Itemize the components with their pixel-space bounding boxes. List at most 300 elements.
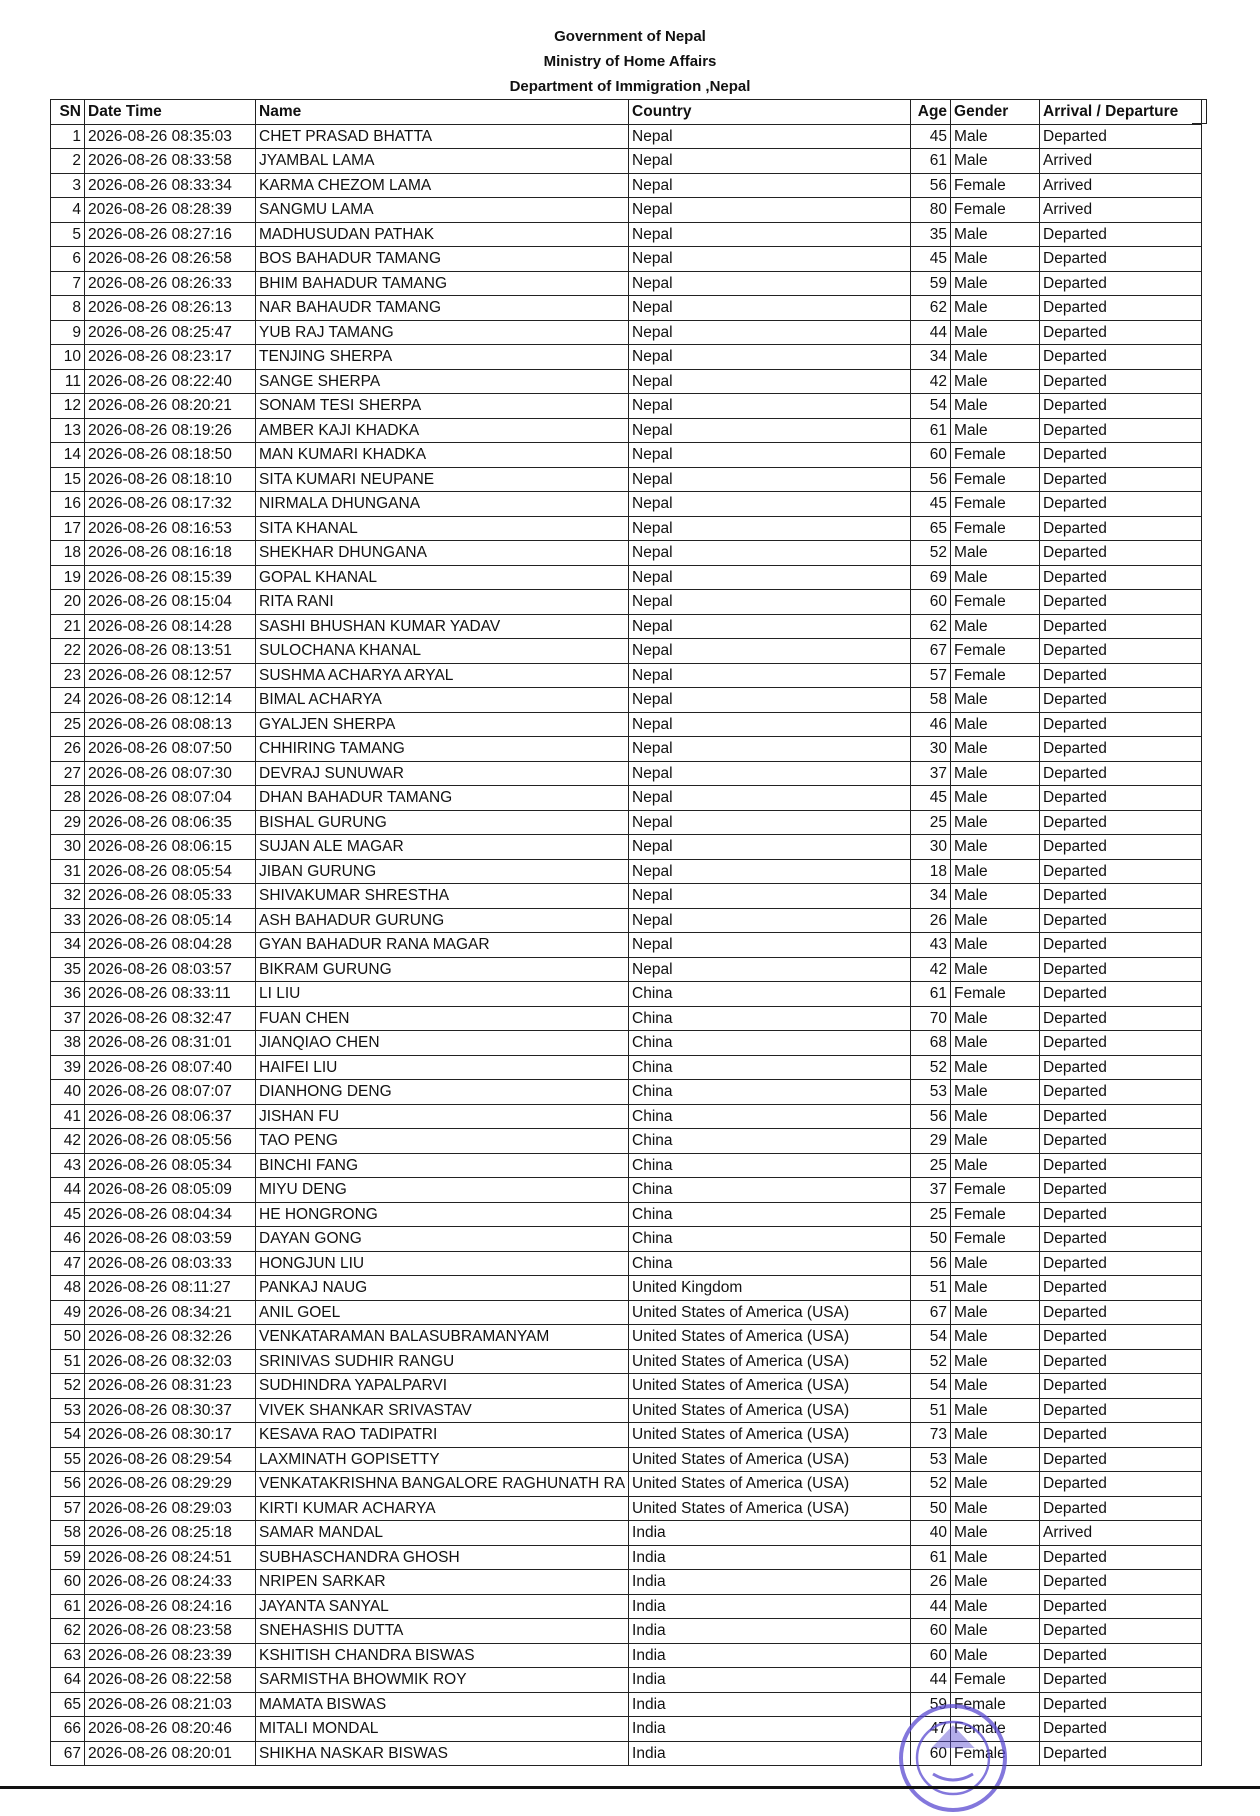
cell-country: United Kingdom	[629, 1276, 911, 1301]
cell-name: SRINIVAS SUDHIR RANGU	[256, 1349, 629, 1374]
cell-sn: 28	[51, 786, 85, 811]
col-sn-header: SN	[51, 100, 85, 125]
cell-sn: 62	[51, 1619, 85, 1644]
cell-datetime: 2026-08-26 08:33:58	[85, 149, 256, 174]
cell-age: 34	[911, 345, 951, 370]
cell-datetime: 2026-08-26 08:03:57	[85, 957, 256, 982]
cell-name: CHHIRING TAMANG	[256, 737, 629, 762]
cell-name: SANGMU LAMA	[256, 198, 629, 223]
cell-name: KESAVA RAO TADIPATRI	[256, 1423, 629, 1448]
table-row	[51, 1423, 1202, 1448]
cell-name: JIBAN GURUNG	[256, 859, 629, 884]
cell-datetime: 2026-08-26 08:16:18	[85, 541, 256, 566]
cell-age: 51	[911, 1276, 951, 1301]
cell-status: Departed	[1040, 810, 1202, 835]
cell-age: 70	[911, 1006, 951, 1031]
table-row	[51, 1055, 1202, 1080]
cell-country: Nepal	[629, 786, 911, 811]
cell-status: Departed	[1040, 1496, 1202, 1521]
cell-gender: Male	[951, 296, 1040, 321]
cell-status: Departed	[1040, 761, 1202, 786]
cell-sn: 34	[51, 933, 85, 958]
cell-sn: 15	[51, 467, 85, 492]
table-row	[51, 1570, 1202, 1595]
cell-name: ASH BAHADUR GURUNG	[256, 908, 629, 933]
cell-sn: 20	[51, 590, 85, 615]
cell-status: Departed	[1040, 1741, 1202, 1766]
cell-gender: Male	[951, 835, 1040, 860]
cell-age: 47	[911, 1717, 951, 1742]
cell-age: 62	[911, 614, 951, 639]
cell-age: 37	[911, 761, 951, 786]
cell-country: Nepal	[629, 467, 911, 492]
cell-age: 73	[911, 1423, 951, 1448]
cell-name: MADHUSUDAN PATHAK	[256, 222, 629, 247]
cell-datetime: 2026-08-26 08:04:28	[85, 933, 256, 958]
cell-country: Nepal	[629, 908, 911, 933]
table-row	[51, 1545, 1202, 1570]
cell-country: Nepal	[629, 957, 911, 982]
table-row	[51, 761, 1202, 786]
cell-datetime: 2026-08-26 08:08:13	[85, 712, 256, 737]
cell-age: 60	[911, 443, 951, 468]
cell-age: 45	[911, 124, 951, 149]
cell-name: HE HONGRONG	[256, 1202, 629, 1227]
table-row	[51, 1300, 1202, 1325]
cell-datetime: 2026-08-26 08:30:37	[85, 1398, 256, 1423]
table-row	[51, 1129, 1202, 1154]
table-row	[51, 1006, 1202, 1031]
cell-country: United States of America (USA)	[629, 1423, 911, 1448]
cell-country: India	[629, 1643, 911, 1668]
cell-age: 52	[911, 1349, 951, 1374]
cell-status: Departed	[1040, 443, 1202, 468]
cell-name: KSHITISH CHANDRA BISWAS	[256, 1643, 629, 1668]
table-row	[51, 198, 1202, 223]
cell-country: Nepal	[629, 198, 911, 223]
col-age-header: Age	[911, 100, 951, 125]
cell-gender: Male	[951, 124, 1040, 149]
cell-gender: Male	[951, 149, 1040, 174]
cell-name: SUDHINDRA YAPALPARVI	[256, 1374, 629, 1399]
cell-country: Nepal	[629, 296, 911, 321]
cell-datetime: 2026-08-26 08:03:33	[85, 1251, 256, 1276]
cell-status: Departed	[1040, 933, 1202, 958]
cell-country: United States of America (USA)	[629, 1398, 911, 1423]
cell-status: Departed	[1040, 614, 1202, 639]
cell-sn: 43	[51, 1153, 85, 1178]
cell-gender: Female	[951, 1717, 1040, 1742]
cell-name: GOPAL KHANAL	[256, 565, 629, 590]
cell-status: Departed	[1040, 492, 1202, 517]
cell-sn: 5	[51, 222, 85, 247]
table-row	[51, 982, 1202, 1007]
cell-status: Departed	[1040, 1300, 1202, 1325]
cell-name: CHET PRASAD BHATTA	[256, 124, 629, 149]
cell-datetime: 2026-08-26 08:07:50	[85, 737, 256, 762]
cell-age: 26	[911, 1570, 951, 1595]
table-row	[51, 1276, 1202, 1301]
cell-sn: 51	[51, 1349, 85, 1374]
cell-status: Departed	[1040, 1692, 1202, 1717]
cell-age: 57	[911, 663, 951, 688]
header-ministry: Ministry of Home Affairs	[543, 53, 717, 70]
cell-country: United States of America (USA)	[629, 1300, 911, 1325]
cell-name: GYAN BAHADUR RANA MAGAR	[256, 933, 629, 958]
cell-sn: 53	[51, 1398, 85, 1423]
table-row	[51, 247, 1202, 272]
cell-sn: 61	[51, 1594, 85, 1619]
col-gender-header: Gender	[951, 100, 1040, 125]
cell-country: China	[629, 1202, 911, 1227]
cell-gender: Female	[951, 198, 1040, 223]
cell-status: Departed	[1040, 1129, 1202, 1154]
table-row	[51, 859, 1202, 884]
cell-gender: Male	[951, 614, 1040, 639]
cell-datetime: 2026-08-26 08:24:33	[85, 1570, 256, 1595]
table-row	[51, 884, 1202, 909]
cell-gender: Female	[951, 1202, 1040, 1227]
cell-sn: 6	[51, 247, 85, 272]
table-row	[51, 1472, 1202, 1497]
cell-name: SHIKHA NASKAR BISWAS	[256, 1741, 629, 1766]
cell-age: 69	[911, 565, 951, 590]
cell-name: SHEKHAR DHUNGANA	[256, 541, 629, 566]
cell-name: VIVEK SHANKAR SRIVASTAV	[256, 1398, 629, 1423]
cell-age: 30	[911, 737, 951, 762]
table-row	[51, 443, 1202, 468]
cell-age: 37	[911, 1178, 951, 1203]
cell-name: SUSHMA ACHARYA ARYAL	[256, 663, 629, 688]
cell-status: Arrived	[1040, 173, 1202, 198]
cell-gender: Male	[951, 810, 1040, 835]
cell-status: Departed	[1040, 1006, 1202, 1031]
cell-gender: Female	[951, 590, 1040, 615]
table-row	[51, 663, 1202, 688]
cell-sn: 29	[51, 810, 85, 835]
cell-country: India	[629, 1545, 911, 1570]
cell-sn: 60	[51, 1570, 85, 1595]
cell-age: 61	[911, 149, 951, 174]
cell-age: 50	[911, 1496, 951, 1521]
table-row	[51, 712, 1202, 737]
cell-datetime: 2026-08-26 08:29:03	[85, 1496, 256, 1521]
cell-gender: Male	[951, 320, 1040, 345]
cell-sn: 17	[51, 516, 85, 541]
cell-gender: Male	[951, 1031, 1040, 1056]
cell-name: TENJING SHERPA	[256, 345, 629, 370]
table-row	[51, 1643, 1202, 1668]
cell-datetime: 2026-08-26 08:05:14	[85, 908, 256, 933]
cell-gender: Female	[951, 1692, 1040, 1717]
cell-gender: Female	[951, 516, 1040, 541]
cell-status: Departed	[1040, 247, 1202, 272]
cell-age: 59	[911, 1692, 951, 1717]
cell-datetime: 2026-08-26 08:12:14	[85, 688, 256, 713]
cell-sn: 24	[51, 688, 85, 713]
cell-status: Departed	[1040, 1349, 1202, 1374]
table-row	[51, 222, 1202, 247]
table-row	[51, 1202, 1202, 1227]
table-row	[51, 1153, 1202, 1178]
cell-status: Departed	[1040, 1594, 1202, 1619]
cell-gender: Male	[951, 688, 1040, 713]
cell-datetime: 2026-08-26 08:06:37	[85, 1104, 256, 1129]
cell-name: PANKAJ NAUG	[256, 1276, 629, 1301]
cell-name: SASHI BHUSHAN KUMAR YADAV	[256, 614, 629, 639]
cell-age: 60	[911, 590, 951, 615]
cell-sn: 47	[51, 1251, 85, 1276]
table-row	[51, 1496, 1202, 1521]
cell-gender: Male	[951, 1104, 1040, 1129]
cell-country: Nepal	[629, 541, 911, 566]
cell-status: Arrived	[1040, 1521, 1202, 1546]
document-header	[0, 24, 1260, 99]
cell-sn: 46	[51, 1227, 85, 1252]
cell-name: JAYANTA SANYAL	[256, 1594, 629, 1619]
cell-datetime: 2026-08-26 08:04:34	[85, 1202, 256, 1227]
cell-status: Departed	[1040, 663, 1202, 688]
cell-gender: Male	[951, 1643, 1040, 1668]
cell-datetime: 2026-08-26 08:25:47	[85, 320, 256, 345]
cell-datetime: 2026-08-26 08:07:30	[85, 761, 256, 786]
cell-gender: Male	[951, 1129, 1040, 1154]
cell-gender: Male	[951, 761, 1040, 786]
cell-datetime: 2026-08-26 08:20:01	[85, 1741, 256, 1766]
cell-sn: 52	[51, 1374, 85, 1399]
cell-country: Nepal	[629, 345, 911, 370]
cell-name: BOS BAHADUR TAMANG	[256, 247, 629, 272]
cell-country: Nepal	[629, 761, 911, 786]
cell-age: 67	[911, 1300, 951, 1325]
cell-name: RITA RANI	[256, 590, 629, 615]
cell-age: 53	[911, 1447, 951, 1472]
cell-sn: 37	[51, 1006, 85, 1031]
cell-gender: Male	[951, 1055, 1040, 1080]
cell-gender: Male	[951, 1619, 1040, 1644]
cell-gender: Male	[951, 1276, 1040, 1301]
cell-status: Departed	[1040, 1545, 1202, 1570]
cell-status: Departed	[1040, 296, 1202, 321]
cell-sn: 22	[51, 639, 85, 664]
cell-age: 42	[911, 957, 951, 982]
cell-age: 52	[911, 1472, 951, 1497]
cell-country: Nepal	[629, 810, 911, 835]
cell-gender: Male	[951, 1006, 1040, 1031]
cell-country: United States of America (USA)	[629, 1325, 911, 1350]
cell-datetime: 2026-08-26 08:34:21	[85, 1300, 256, 1325]
cell-gender: Male	[951, 786, 1040, 811]
cell-gender: Male	[951, 859, 1040, 884]
cell-country: China	[629, 982, 911, 1007]
cell-status: Departed	[1040, 1717, 1202, 1742]
cell-sn: 66	[51, 1717, 85, 1742]
cell-country: Nepal	[629, 663, 911, 688]
cell-country: Nepal	[629, 443, 911, 468]
cell-sn: 3	[51, 173, 85, 198]
col-datetime-header: Date Time	[85, 100, 256, 125]
cell-name: SAMAR MANDAL	[256, 1521, 629, 1546]
cell-age: 62	[911, 296, 951, 321]
cell-age: 52	[911, 1055, 951, 1080]
cell-country: Nepal	[629, 222, 911, 247]
cell-gender: Male	[951, 345, 1040, 370]
col-country-header: Country	[629, 100, 911, 125]
cell-age: 30	[911, 835, 951, 860]
cell-sn: 59	[51, 1545, 85, 1570]
cell-age: 43	[911, 933, 951, 958]
cell-gender: Male	[951, 1300, 1040, 1325]
table-row	[51, 173, 1202, 198]
cell-gender: Male	[951, 1521, 1040, 1546]
cell-status: Departed	[1040, 1643, 1202, 1668]
cell-country: China	[629, 1178, 911, 1203]
cell-datetime: 2026-08-26 08:24:51	[85, 1545, 256, 1570]
cell-datetime: 2026-08-26 08:25:18	[85, 1521, 256, 1546]
cell-country: Nepal	[629, 320, 911, 345]
table-row	[51, 369, 1202, 394]
cell-age: 50	[911, 1227, 951, 1252]
table-row	[51, 418, 1202, 443]
cell-gender: Male	[951, 541, 1040, 566]
table-row	[51, 639, 1202, 664]
cell-country: United States of America (USA)	[629, 1349, 911, 1374]
cell-name: MIYU DENG	[256, 1178, 629, 1203]
table-row	[51, 835, 1202, 860]
cell-age: 54	[911, 394, 951, 419]
table-row	[51, 737, 1202, 762]
cell-sn: 16	[51, 492, 85, 517]
cell-name: SULOCHANA KHANAL	[256, 639, 629, 664]
cell-datetime: 2026-08-26 08:33:34	[85, 173, 256, 198]
cell-status: Departed	[1040, 1031, 1202, 1056]
cell-name: NRIPEN SARKAR	[256, 1570, 629, 1595]
cell-country: India	[629, 1521, 911, 1546]
cell-age: 25	[911, 1153, 951, 1178]
cell-datetime: 2026-08-26 08:18:50	[85, 443, 256, 468]
cell-country: United States of America (USA)	[629, 1472, 911, 1497]
table-header-row	[51, 100, 1202, 125]
cell-country: United States of America (USA)	[629, 1447, 911, 1472]
cell-sn: 1	[51, 124, 85, 149]
cell-sn: 50	[51, 1325, 85, 1350]
cell-gender: Male	[951, 394, 1040, 419]
cell-gender: Female	[951, 982, 1040, 1007]
cell-age: 34	[911, 884, 951, 909]
cell-datetime: 2026-08-26 08:19:26	[85, 418, 256, 443]
cell-datetime: 2026-08-26 08:23:39	[85, 1643, 256, 1668]
cell-gender: Male	[951, 1374, 1040, 1399]
header-department: Department of Immigration ,Nepal	[509, 78, 751, 95]
cell-status: Departed	[1040, 345, 1202, 370]
cell-name: BIKRAM GURUNG	[256, 957, 629, 982]
cell-sn: 41	[51, 1104, 85, 1129]
cell-age: 60	[911, 1619, 951, 1644]
cell-age: 58	[911, 688, 951, 713]
cell-gender: Male	[951, 1153, 1040, 1178]
cell-status: Departed	[1040, 1374, 1202, 1399]
cell-datetime: 2026-08-26 08:07:07	[85, 1080, 256, 1105]
table-row	[51, 1668, 1202, 1693]
table-row	[51, 1594, 1202, 1619]
cell-datetime: 2026-08-26 08:26:58	[85, 247, 256, 272]
immigration-log-table	[50, 99, 1202, 1766]
table-row	[51, 688, 1202, 713]
cell-gender: Male	[951, 1080, 1040, 1105]
cell-country: China	[629, 1104, 911, 1129]
cell-sn: 57	[51, 1496, 85, 1521]
cell-age: 44	[911, 1594, 951, 1619]
cell-age: 68	[911, 1031, 951, 1056]
cell-name: HAIFEI LIU	[256, 1055, 629, 1080]
cell-gender: Female	[951, 467, 1040, 492]
cell-gender: Male	[951, 418, 1040, 443]
cell-sn: 49	[51, 1300, 85, 1325]
cell-name: DHAN BAHADUR TAMANG	[256, 786, 629, 811]
cell-sn: 58	[51, 1521, 85, 1546]
cell-name: SANGE SHERPA	[256, 369, 629, 394]
cell-datetime: 2026-08-26 08:07:04	[85, 786, 256, 811]
cell-gender: Female	[951, 1668, 1040, 1693]
cell-age: 67	[911, 639, 951, 664]
cell-status: Departed	[1040, 859, 1202, 884]
table-row	[51, 1349, 1202, 1374]
cell-datetime: 2026-08-26 08:20:21	[85, 394, 256, 419]
table-row	[51, 541, 1202, 566]
cell-datetime: 2026-08-26 08:20:46	[85, 1717, 256, 1742]
cell-name: BHIM BAHADUR TAMANG	[256, 271, 629, 296]
cell-gender: Male	[951, 1472, 1040, 1497]
cell-name: MAMATA BISWAS	[256, 1692, 629, 1717]
table-row	[51, 1692, 1202, 1717]
cell-datetime: 2026-08-26 08:06:35	[85, 810, 256, 835]
cell-sn: 44	[51, 1178, 85, 1203]
table-row	[51, 345, 1202, 370]
table-row	[51, 320, 1202, 345]
cell-country: United States of America (USA)	[629, 1374, 911, 1399]
cell-status: Departed	[1040, 1570, 1202, 1595]
cell-datetime: 2026-08-26 08:35:03	[85, 124, 256, 149]
cell-status: Departed	[1040, 1276, 1202, 1301]
cell-country: Nepal	[629, 639, 911, 664]
cell-age: 45	[911, 492, 951, 517]
cell-sn: 55	[51, 1447, 85, 1472]
cell-status: Departed	[1040, 1153, 1202, 1178]
table-row	[51, 1031, 1202, 1056]
table-row	[51, 1717, 1202, 1742]
cell-age: 56	[911, 1251, 951, 1276]
cell-gender: Female	[951, 173, 1040, 198]
cell-status: Departed	[1040, 908, 1202, 933]
cell-datetime: 2026-08-26 08:30:17	[85, 1423, 256, 1448]
table-row	[51, 394, 1202, 419]
cell-status: Arrived	[1040, 149, 1202, 174]
table-row	[51, 1227, 1202, 1252]
cell-status: Departed	[1040, 1398, 1202, 1423]
cell-status: Departed	[1040, 590, 1202, 615]
cell-datetime: 2026-08-26 08:12:57	[85, 663, 256, 688]
cell-datetime: 2026-08-26 08:06:15	[85, 835, 256, 860]
cell-sn: 33	[51, 908, 85, 933]
header-government: Government of Nepal	[554, 28, 706, 45]
cell-age: 54	[911, 1374, 951, 1399]
cell-gender: Male	[951, 1570, 1040, 1595]
cell-datetime: 2026-08-26 08:31:23	[85, 1374, 256, 1399]
cell-sn: 4	[51, 198, 85, 223]
cell-name: GYALJEN SHERPA	[256, 712, 629, 737]
cell-status: Departed	[1040, 835, 1202, 860]
cell-country: India	[629, 1594, 911, 1619]
